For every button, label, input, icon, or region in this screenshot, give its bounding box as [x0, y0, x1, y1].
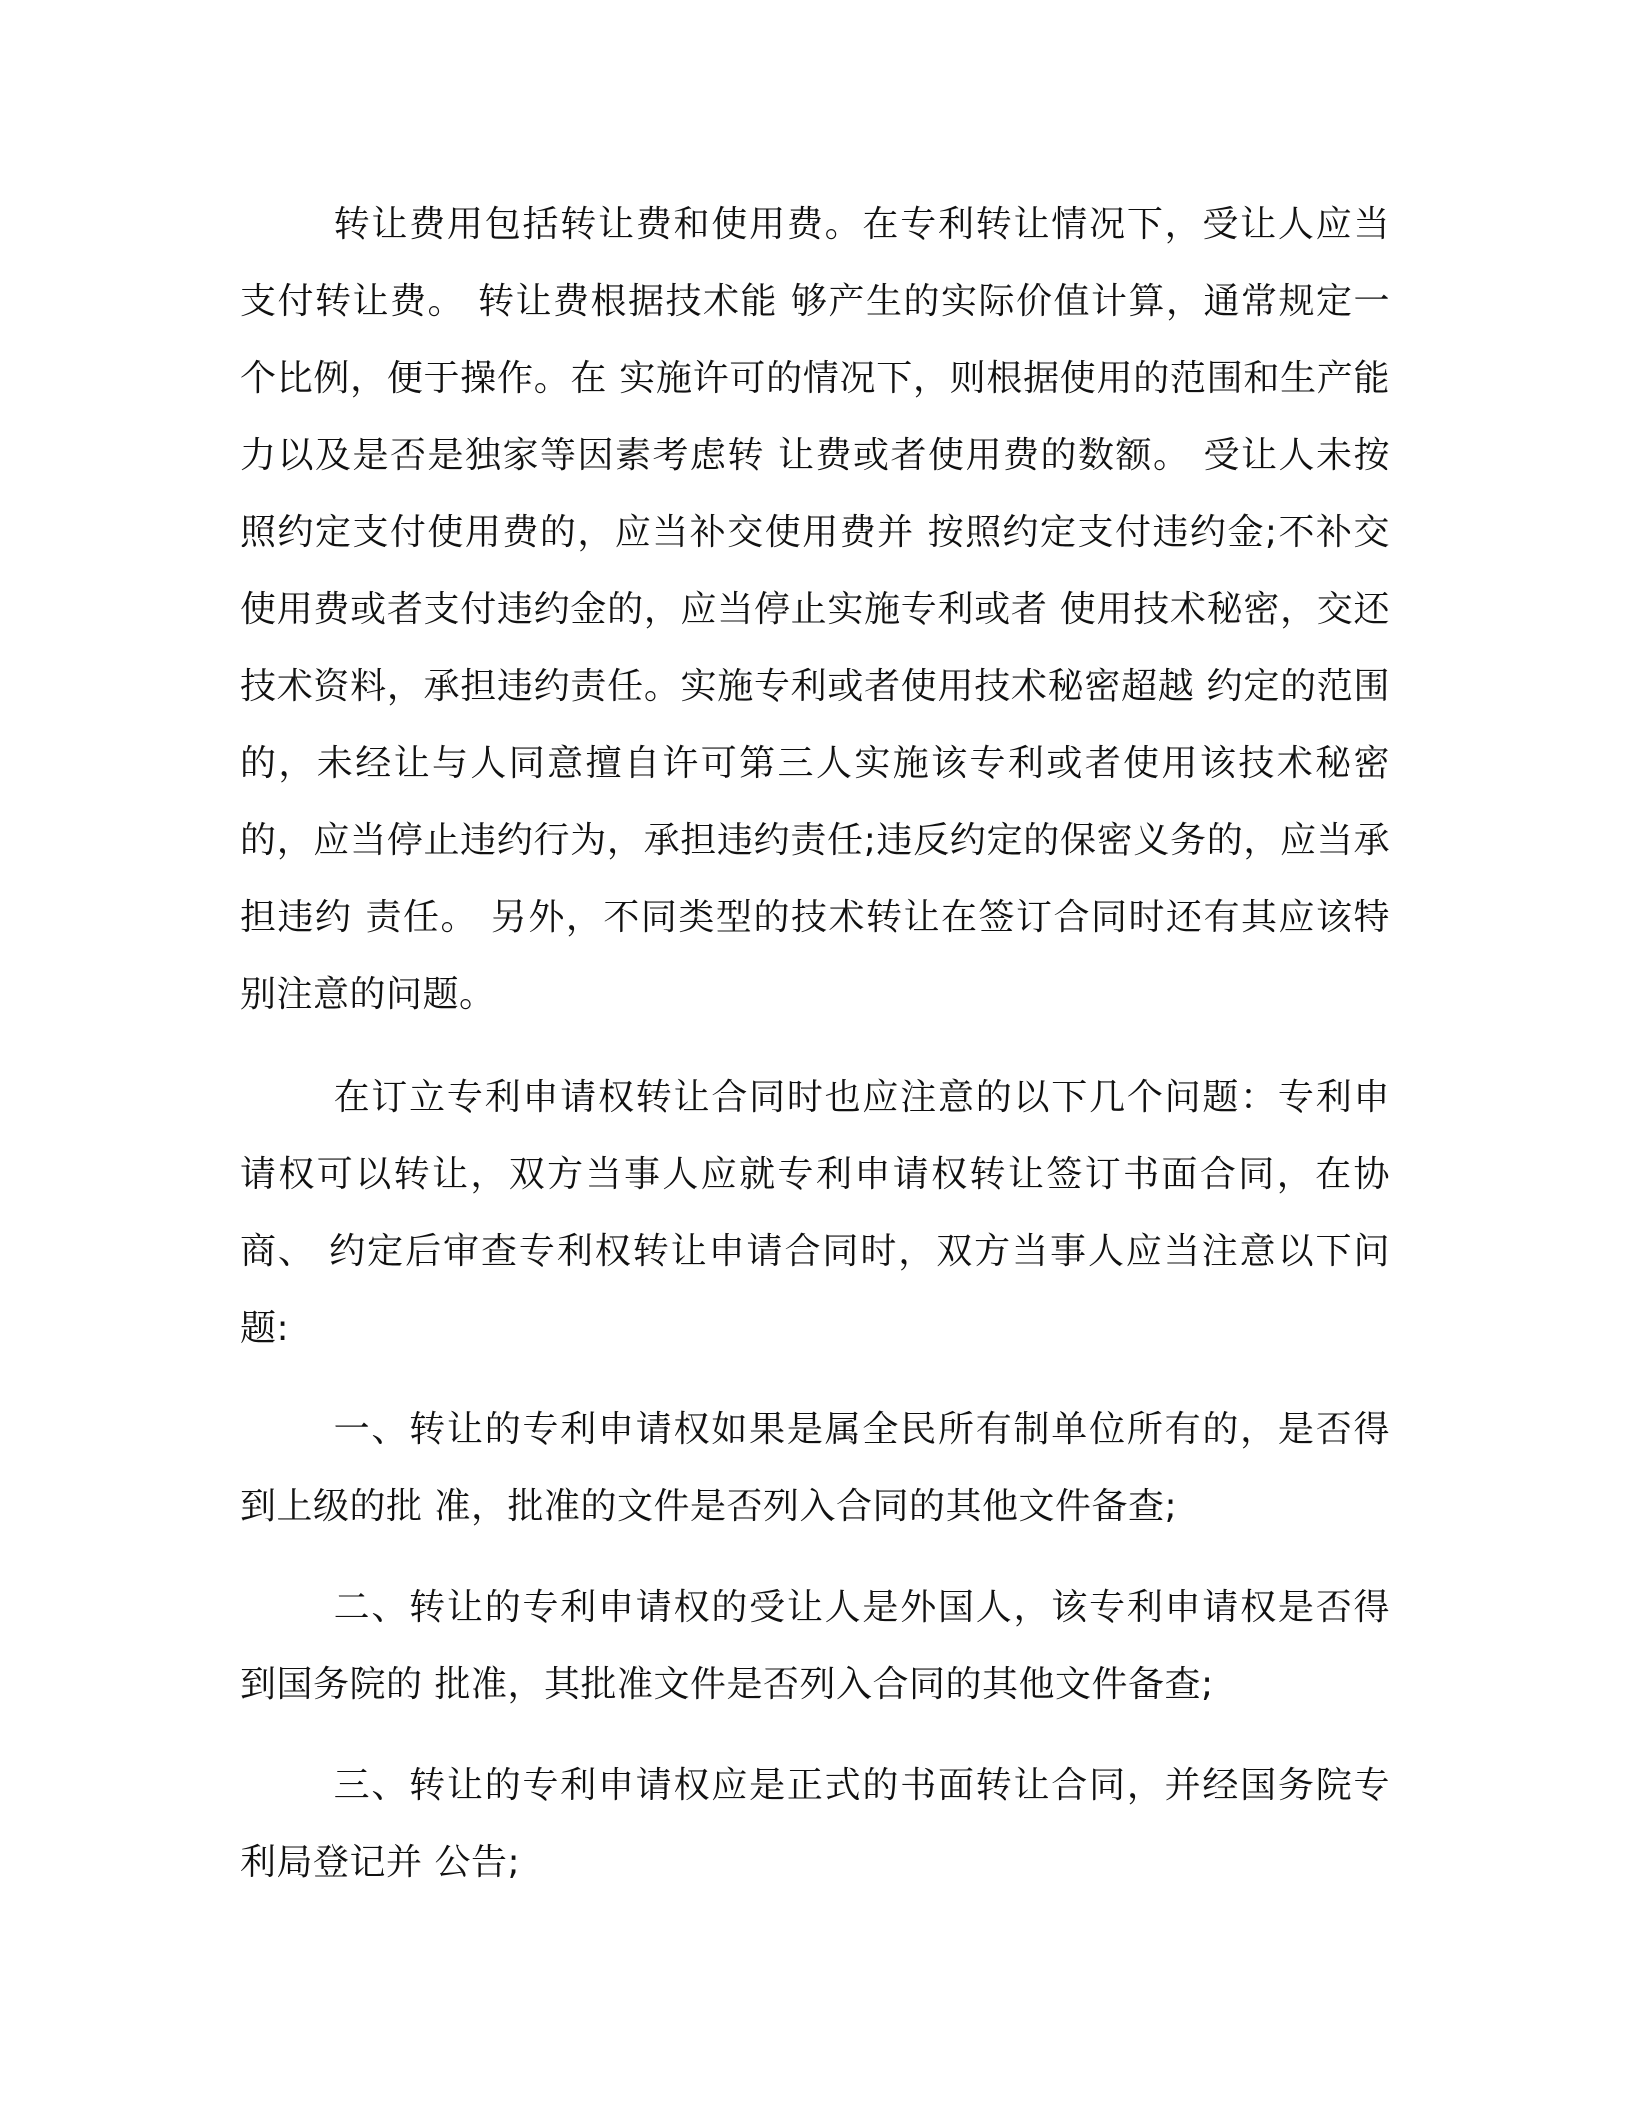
list-item-approval-state-owned: 一、转让的专利申请权如果是属全民所有制单位所有的，是否得到上级的批 准，批准的文件是否列入合同的其他文件备查; [240, 1409, 1390, 1527]
list-item-written-contract: 三、转让的专利申请权应是正式的书面转让合同，并经国务院专利局登记并 公告; [240, 1765, 1390, 1883]
paragraph-patent-application-contract: 在订立专利申请权转让合同时也应注意的以下几个问题：专利申请权可以转让，双方当事人应就专利申请权转让签订书面合同，在协商、 约定后审查专利权转让申请合同时，双方当事人应当注意以下问题: [240, 1077, 1390, 1349]
document-page [240, 186, 1390, 1901]
paragraph-transfer-fees: 转让费用包括转让费和使用费。在专利转让情况下，受让人应当支付转让费。 转让费根据技术能 够产生的实际价值计算，通常规定一个比例，便于操作。在 实施许可的情况下，则根据使用的范围和生产能力以及是否是独家等因素考虑转 让费或者使用费的数额。 受让人未按照约定支付使用费的，应当补交使用费并 按照约定支付违约金;不补交使用费或者支付违约金的，应当停止实施专利或者 使用技术秘密，交还技术资料，承担违约责任。实施专利或者使用技术秘密超越 约定的范围的，未经让与人同意擅自许可第三人实施该专利或者使用该技术秘密 的，应当停止违约行为，承担违约责任;违反约定的保密义务的，应当承担违约 责任。 另外，不同类型的技术转让在签订合同时还有其应该特别注意的问题。 [240, 204, 1390, 1015]
list-item-approval-foreigner: 二、转让的专利申请权的受让人是外国人，该专利申请权是否得到国务院的 批准，其批准文件是否列入合同的其他文件备查; [240, 1587, 1390, 1705]
